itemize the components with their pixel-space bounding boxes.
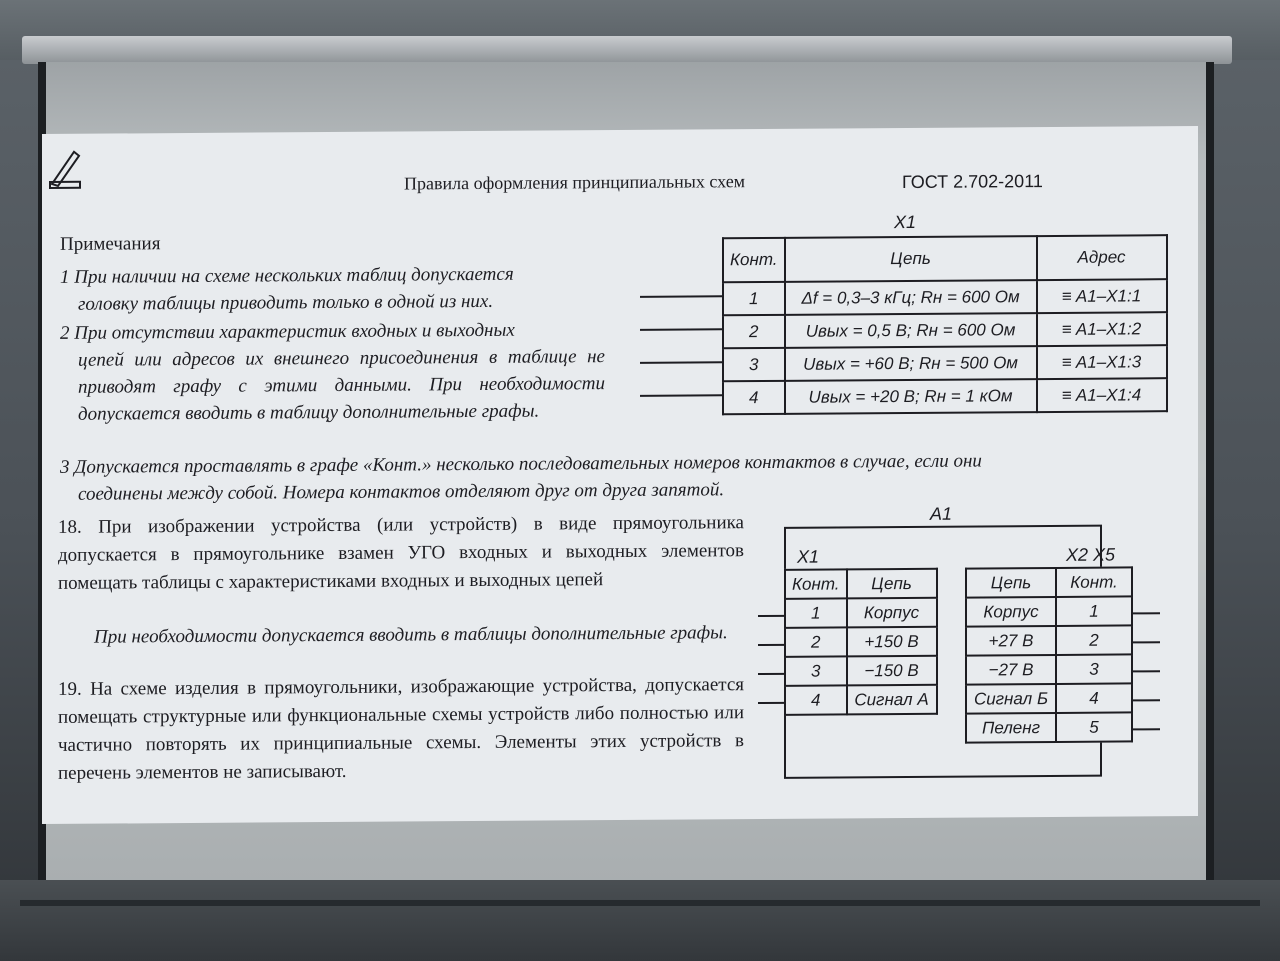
cell: 5 [1056,712,1132,742]
connector-x2-x5-label: X2 X5 [1066,544,1116,565]
cell: ≡ A1–X1:4 [1037,378,1167,412]
table-row [723,378,1167,414]
device-a1-output-table [965,566,1133,743]
cell: ≡ A1–X1:1 [1037,279,1167,313]
header-cell: Конт. [1056,567,1132,597]
wire [1132,641,1160,643]
note-text: соединены между собой. Номера контактов отделяют друг от друга запятой. [78,479,725,505]
note-text: При наличии на схеме нескольких таблиц допускается [74,263,514,288]
paragraph-19: 19. На схеме изделия в прямоугольники, изображающие устройства, допускается помещать структурные или функциональные схемы устройств либо полностью или частично повторять их принципиальные схемы. Элементы этих устройств в перечень элементов не записывают. [58,674,744,784]
cell: 1 [723,282,785,315]
cell: +150 В [847,627,937,657]
cell: 1 [1056,596,1132,626]
cell: Пеленг [966,713,1056,743]
wire [1132,699,1160,701]
table-x1 [722,234,1168,415]
note-number: 1 [60,266,70,288]
table-row [966,712,1132,742]
cell: Uвых = 0,5 В; Rн = 600 Ом [785,313,1037,348]
header-cell: Цепь [785,236,1037,282]
header-cell: Цепь [966,568,1056,598]
cell: ≡ A1–X1:3 [1037,345,1167,379]
cell: Корпус [966,597,1056,627]
cell: 2 [785,627,847,656]
table-row [966,625,1132,655]
paragraph-18-italic: При необходимости допускается вводить в таблицы дополнительные графы. [94,622,728,648]
wire [640,394,722,397]
projector-screen-case [22,36,1232,64]
wire [758,615,784,617]
cell: 4 [785,685,847,714]
note-text: головку таблицы приводить только в одной из них. [78,290,494,315]
table-row [785,685,937,715]
device-a1-input-table [784,568,938,716]
cell: Сигнал Б [966,684,1056,714]
wire [758,644,784,646]
table-row [723,279,1167,315]
cell: Uвых = +20 В; Rн = 1 кОм [785,379,1037,414]
cell: Корпус [847,598,937,628]
paragraph-18: 18. При изображении устройства (или устройств) в виде прямоугольника допускается в прямоугольнике взамен УГО входных и выходных элементов помещать таблицы с характеристиками входных и выходных цепей [58,512,744,594]
table-row [723,312,1167,348]
wire [640,328,722,331]
note-number: 2 [60,322,70,344]
cell: ≡ A1–X1:2 [1037,312,1167,346]
note-3 [60,446,1172,508]
note-text: Допускается проставлять в графе «Конт.» несколько последовательных номеров контактов в случае, если они [74,450,982,478]
connector-x1-label: X1 [797,546,820,567]
wire [1132,670,1160,672]
table-row [785,598,937,628]
table-header-row [966,567,1132,597]
presentation-slide [42,126,1198,824]
cell: 1 [785,598,847,627]
table-row [966,654,1132,684]
table-row [785,627,937,657]
cell: −27 В [966,655,1056,685]
table-header-row [723,235,1167,282]
wire [758,673,784,675]
header-cell: Конт. [785,569,847,598]
device-a1-label: A1 [930,503,953,524]
notes-heading: Примечания [60,233,161,255]
table-row [723,345,1167,381]
cell: 3 [1056,654,1132,684]
wire [1132,612,1160,614]
cell: 3 [723,348,785,381]
table-row [966,683,1132,713]
header-cell: Цепь [847,569,937,599]
cell: Сигнал А [847,685,937,715]
drafting-pen-icon [48,144,84,190]
standard-label: ГОСТ 2.702-2011 [902,171,1043,193]
cell: 2 [1056,625,1132,655]
note-2 [60,316,605,428]
cell: 3 [785,656,847,685]
screen-rail [20,900,1260,906]
header-cell: Конт. [723,238,785,282]
floor-band [0,880,1280,961]
table-x1-label: X1 [894,211,917,233]
cell: Uвых = +60 В; Rн = 500 Ом [785,346,1037,381]
table-header-row [785,569,937,599]
cell: 4 [723,381,785,414]
wire [758,702,784,704]
cell: +27 В [966,626,1056,656]
cell: Δf = 0,3–3 кГц; Rн = 600 Ом [785,280,1037,315]
header-cell: Адрес [1037,235,1167,280]
wire [640,361,722,364]
slide-title: Правила оформления принципиальных схем [404,171,746,194]
cell: 4 [1056,683,1132,713]
wire [640,295,722,298]
note-text: При отсутствии характеристик входных и выходных [74,319,515,344]
cell: −150 В [847,656,937,686]
note-text: цепей или адресов их внешнего присоединения в таблице не приводят графу с этими данными. При необходимости допускается вводить в таблицу дополнительные графы. [78,346,605,425]
note-number: 3 [60,456,70,478]
table-row [966,596,1132,626]
cell: 2 [723,315,785,348]
table-row [785,656,937,686]
wire [1132,728,1160,730]
note-1 [60,260,605,318]
